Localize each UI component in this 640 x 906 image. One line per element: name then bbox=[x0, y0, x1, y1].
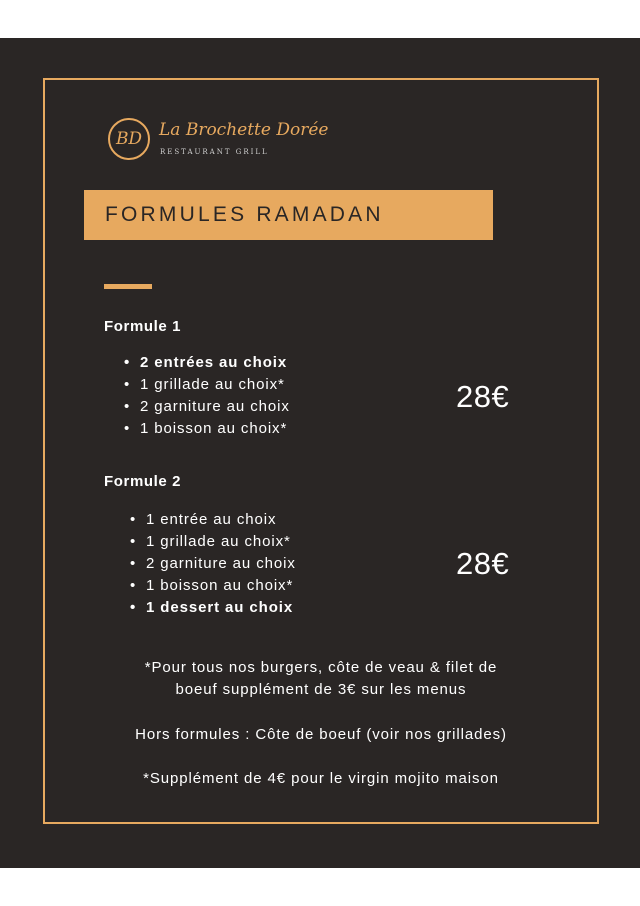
formule-1-items bbox=[124, 352, 290, 440]
list-item: • 2 entrées au choix bbox=[124, 352, 290, 374]
list-item: • 2 garniture au choix bbox=[124, 396, 290, 418]
list-item: • 1 grillade au choix* bbox=[130, 531, 296, 553]
bullet-icon: • bbox=[124, 398, 131, 415]
bullet-icon: • bbox=[124, 376, 131, 393]
logo-monogram: BD bbox=[108, 118, 150, 160]
formule-1-title: Formule 1 bbox=[104, 318, 182, 335]
formule-2-title: Formule 2 bbox=[104, 473, 182, 490]
formule-2-items bbox=[130, 509, 296, 619]
formule-2-price: 28€ bbox=[456, 546, 510, 581]
bullet-icon: • bbox=[124, 354, 131, 371]
formule-1-price: 28€ bbox=[456, 379, 510, 414]
list-item: • 1 grillade au choix* bbox=[124, 374, 290, 396]
burgers-note-line-2: boeuf supplément de 3€ sur les menus bbox=[175, 681, 467, 698]
bullet-icon: • bbox=[130, 577, 137, 594]
bullet-icon: • bbox=[124, 420, 131, 437]
list-item: • 1 boisson au choix* bbox=[130, 575, 296, 597]
hors-formules-note: Hors formules : Côte de boeuf (voir nos grillades) bbox=[135, 726, 507, 743]
accent-divider bbox=[104, 284, 152, 289]
list-item: • 1 boisson au choix* bbox=[124, 418, 290, 440]
list-item: • 2 garniture au choix bbox=[130, 553, 296, 575]
list-item: • 1 entrée au choix bbox=[130, 509, 296, 531]
restaurant-subtitle: RESTAURANT GRILL bbox=[160, 148, 269, 156]
page-title: FORMULES RAMADAN bbox=[105, 203, 384, 226]
bullet-icon: • bbox=[130, 533, 137, 550]
page-title-banner bbox=[84, 190, 493, 240]
restaurant-name: La Brochette Dorée bbox=[159, 120, 329, 140]
list-item: • 1 dessert au choix bbox=[130, 597, 296, 619]
bullet-icon: • bbox=[130, 511, 137, 528]
mojito-note: *Supplément de 4€ pour le virgin mojito maison bbox=[143, 770, 499, 787]
bullet-icon: • bbox=[130, 555, 137, 572]
bullet-icon: • bbox=[130, 599, 137, 616]
burgers-note-line-1: *Pour tous nos burgers, côte de veau & filet de bbox=[144, 659, 498, 676]
